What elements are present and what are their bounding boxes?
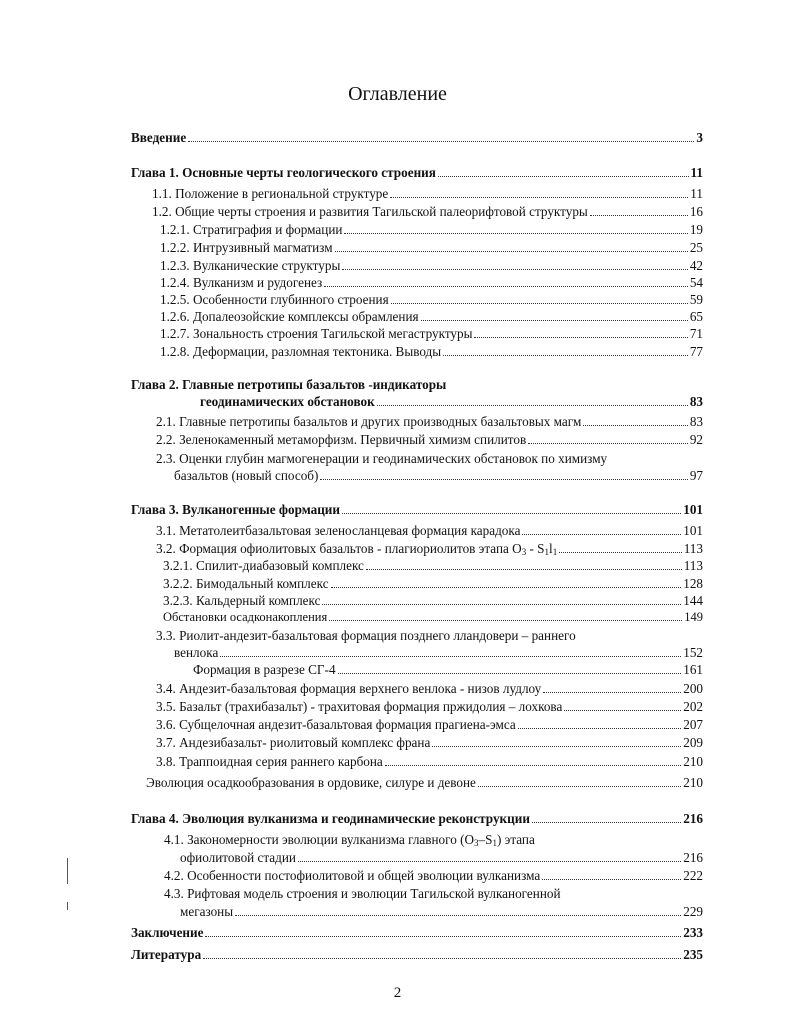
subscript: 1 xyxy=(492,838,497,848)
toc-entry-1-1[interactable] xyxy=(152,186,703,204)
toc-entry-3-1[interactable] xyxy=(156,523,703,541)
toc-entry-label: Эволюция осадкообразования в ордовике, силуре и девоне xyxy=(146,775,476,790)
toc-entry-page: 83 xyxy=(689,414,703,429)
dot-leader xyxy=(421,310,688,321)
dot-leader xyxy=(390,187,688,198)
scan-binding-mark xyxy=(67,902,68,910)
toc-entry-label: 3.6. Субщелочная андезит-базальтовая формация прагиена-эмса xyxy=(156,717,516,732)
toc-entry-label: 1.2.6. Допалеозойские комплексы обрамления xyxy=(160,309,419,324)
toc-entry-page: 92 xyxy=(689,432,703,447)
toc-entry-label: базальтов (новый способ) xyxy=(174,468,319,483)
dot-leader xyxy=(324,276,688,287)
toc-entry-1-2-2[interactable] xyxy=(160,240,703,258)
scan-binding-mark xyxy=(67,858,68,884)
toc-entry-page: 83 xyxy=(689,394,703,409)
toc-entry-label: Введение xyxy=(131,130,187,145)
toc-entry-label: Глава 4. Эволюция вулканизма и геодинамические реконструкции xyxy=(131,811,530,826)
toc-entry-page: 144 xyxy=(683,593,703,608)
toc-entry-label: венлока xyxy=(174,645,219,660)
toc-entry-label: Заключение xyxy=(131,925,204,940)
toc-entry-3-6[interactable] xyxy=(156,717,703,735)
toc-entry-page: 113 xyxy=(683,541,703,556)
toc-entry-page: 128 xyxy=(683,576,703,591)
subscript: 1 xyxy=(544,547,550,557)
toc-entry-sg4-formation[interactable] xyxy=(193,662,703,680)
toc-entry-sedimentation-settings[interactable] xyxy=(163,610,703,628)
toc-entry-1-2-4[interactable] xyxy=(160,275,703,293)
dot-leader xyxy=(518,718,681,729)
dot-leader xyxy=(235,905,681,916)
toc-chapter-2-line-1: Глава 2. Главные петротипы базальтов -индикаторы xyxy=(131,377,447,392)
dot-leader xyxy=(543,682,681,693)
page-number: 2 xyxy=(393,985,402,1001)
toc-entry-page: 210 xyxy=(683,775,703,790)
toc-entry-page: 210 xyxy=(683,754,703,769)
toc-entry-label: Глава 3. Вулканогенные формации xyxy=(131,502,341,517)
toc-entry-page: 101 xyxy=(683,523,703,538)
toc-entry-3-3[interactable] xyxy=(174,645,703,663)
dot-leader xyxy=(377,395,688,406)
toc-entry-3-7[interactable] xyxy=(156,735,703,753)
dot-leader xyxy=(220,646,681,657)
toc-entry-3-4[interactable] xyxy=(156,681,703,699)
dot-leader xyxy=(474,327,687,338)
label-text: –S xyxy=(478,832,493,847)
toc-entry-label: 4.2. Особенности постофиолитовой и общей эволюции вулканизма xyxy=(164,868,541,883)
toc-entry-3-8[interactable] xyxy=(156,754,703,772)
toc-entry-intro[interactable] xyxy=(131,130,703,148)
dot-leader xyxy=(542,869,681,880)
toc-entry-page: 65 xyxy=(689,309,703,324)
toc-entry-label: 1.2.1. Стратиграфия и формации xyxy=(160,222,343,237)
toc-entry-page: 11 xyxy=(690,186,703,201)
toc-entry-label: 1.2. Общие черты строения и развития Тагильской палеорифтовой структуры xyxy=(152,204,588,219)
toc-entry-label: 3.8. Траппоидная серия раннего карбона xyxy=(156,754,383,769)
dot-leader xyxy=(335,241,688,252)
dot-leader xyxy=(532,812,681,823)
toc-entry-conclusion[interactable] xyxy=(131,925,703,943)
toc-entry-page: 11 xyxy=(690,165,703,180)
toc-entry-label: 3.2.1. Спилит-диабазовый комплекс xyxy=(163,558,364,573)
toc-entry-page: 97 xyxy=(689,468,703,483)
toc-entry-label: геодинамических обстановок xyxy=(200,394,375,409)
toc-entry-label: 1.2.8. Деформации, разломная тектоника. Выводы xyxy=(160,344,442,359)
dot-leader xyxy=(522,524,681,535)
dot-leader xyxy=(188,131,694,142)
toc-entry-1-2-1[interactable] xyxy=(160,222,703,240)
toc-entry-2-2[interactable] xyxy=(156,432,703,450)
toc-entry-page: 216 xyxy=(683,850,703,865)
dot-leader xyxy=(342,503,681,514)
dot-leader xyxy=(432,736,681,747)
toc-entry-page: 71 xyxy=(689,326,703,341)
dot-leader xyxy=(443,345,688,356)
dot-leader xyxy=(564,700,681,711)
toc-entry-label: 1.2.2. Интрузивный магматизм xyxy=(160,240,333,255)
toc-entry-3-3-line-1: 3.3. Риолит-андезит-базальтовая формация позднего лландовери – раннего xyxy=(156,628,576,643)
subscript: 1 xyxy=(552,547,558,557)
label-text: l xyxy=(549,541,553,556)
toc-entry-chapter-3[interactable] xyxy=(131,502,703,520)
toc-entry-label: 3.7. Андезибазальт- риолитовый комплекс франа xyxy=(156,735,431,750)
toc-entry-1-2[interactable] xyxy=(152,204,703,222)
toc-entry-chapter-4[interactable] xyxy=(131,811,703,829)
toc-entry-literature[interactable] xyxy=(131,947,703,965)
dot-leader xyxy=(385,755,681,766)
toc-entry-label: Формация в разрезе СГ-4 xyxy=(193,662,336,677)
toc-entry-1-2-7[interactable] xyxy=(160,326,703,344)
toc-entry-label: 3.1. Метатолеитбазальтовая зеленосланцевая формация карадока xyxy=(156,523,521,538)
toc-entry-1-2-5[interactable] xyxy=(160,292,703,310)
toc-entry-page: 149 xyxy=(684,610,703,624)
dot-leader xyxy=(583,415,687,426)
toc-entry-page: 77 xyxy=(689,344,703,359)
toc-entry-label: 2.1. Главные петротипы базальтов и других производных базальтовых магм xyxy=(156,414,582,429)
toc-entry-label: Обстановки осадконакопления xyxy=(163,610,328,624)
dot-leader xyxy=(205,926,681,937)
toc-entry-page: 3 xyxy=(696,130,703,145)
toc-entry-3-2-2[interactable] xyxy=(163,576,703,594)
toc-entry-4-1-line-1 xyxy=(164,832,535,848)
subscript: 3 xyxy=(521,547,527,557)
toc-entry-label: 3.2.2. Бимодальный комплекс xyxy=(163,576,329,591)
toc-entry-chapter-1[interactable] xyxy=(131,165,703,183)
toc-entry-label: мегазоны xyxy=(180,904,234,919)
toc-entry-page: 235 xyxy=(683,947,703,962)
toc-entry-page: 209 xyxy=(683,735,703,750)
dot-leader xyxy=(298,851,681,862)
toc-entry-page: 113 xyxy=(683,558,703,573)
toc-entry-1-2-3[interactable] xyxy=(160,258,703,276)
toc-entry-page: 207 xyxy=(683,717,703,732)
dot-leader xyxy=(329,610,682,621)
dot-leader xyxy=(342,259,688,270)
label-text: ) этапа xyxy=(496,832,535,847)
toc-entry-page: 59 xyxy=(689,292,703,307)
toc-entry-sediment-evolution[interactable] xyxy=(146,775,703,793)
toc-entry-label: Литература xyxy=(131,947,202,962)
toc-entry-label: 1.2.5. Особенности глубинного строения xyxy=(160,292,389,307)
toc-entry-label: 2.2. Зеленокаменный метаморфизм. Первичный химизм спилитов xyxy=(156,432,527,447)
toc-entry-page: 222 xyxy=(683,868,703,883)
dot-leader xyxy=(366,559,682,570)
toc-title: Оглавление xyxy=(348,83,447,105)
toc-entry-2-3[interactable] xyxy=(174,468,703,486)
dot-leader xyxy=(203,948,681,959)
dot-leader xyxy=(391,293,688,304)
toc-entry-label: 3.4. Андезит-базальтовая формация верхнего венлока - низов лудлоу xyxy=(156,681,542,696)
dot-leader xyxy=(438,166,689,177)
toc-entry-chapter-2[interactable] xyxy=(200,394,703,412)
toc-entry-label: офиолитовой стадии xyxy=(180,850,296,865)
toc-entry-label: 3.2.3. Кальдерный комплекс xyxy=(163,593,321,608)
toc-entry-3-5[interactable] xyxy=(156,699,703,717)
toc-entry-page: 54 xyxy=(689,275,703,290)
toc-entry-label: 1.2.4. Вулканизм и рудогенез xyxy=(160,275,323,290)
toc-entry-label: 1.2.7. Зональность строения Тагильской мегаструктуры xyxy=(160,326,473,341)
toc-entry-label xyxy=(156,541,557,557)
dot-leader xyxy=(559,542,682,553)
subscript: 3 xyxy=(474,838,479,848)
toc-entry-label: 3.5. Базальт (трахибазальт) - трахитовая формация пржидолия – лохкова xyxy=(156,699,563,714)
toc-entry-page: 19 xyxy=(689,222,703,237)
toc-entry-2-3-line-1: 2.3. Оценки глубин магмогенерации и геодинамических обстановок по химизму xyxy=(156,451,608,466)
toc-entry-3-2[interactable] xyxy=(156,541,703,559)
dot-leader xyxy=(344,223,687,234)
toc-entry-2-1[interactable] xyxy=(156,414,703,432)
toc-entry-label: 1.2.3. Вулканические структуры xyxy=(160,258,341,273)
label-text: 4.1. Закономерности эволюции вулканизма главного (O xyxy=(164,832,475,847)
dot-leader xyxy=(331,577,682,588)
toc-entry-page: 202 xyxy=(683,699,703,714)
toc-entry-4-2[interactable] xyxy=(164,868,703,886)
toc-entry-page: 42 xyxy=(689,258,703,273)
toc-entry-4-3[interactable] xyxy=(180,904,703,922)
toc-entry-page: 25 xyxy=(689,240,703,255)
toc-entry-page: 216 xyxy=(683,811,703,826)
toc-entry-page: 161 xyxy=(683,662,703,677)
toc-entry-label: 1.1. Положение в региональной структуре xyxy=(152,186,389,201)
dot-leader xyxy=(322,594,681,605)
toc-entry-page: 200 xyxy=(683,681,703,696)
dot-leader xyxy=(478,776,681,787)
dot-leader xyxy=(590,205,688,216)
toc-entry-4-3-line-1: 4.3. Рифтовая модель строения и эволюции Тагильской вулканогенной xyxy=(164,886,561,901)
label-text: 3.2. Формация офиолитовых базальтов - плагиориолитов этапа O xyxy=(156,541,522,556)
toc-entry-1-2-8[interactable] xyxy=(160,344,703,362)
toc-entry-page: 101 xyxy=(683,502,703,517)
toc-entry-3-2-1[interactable] xyxy=(163,558,703,576)
toc-entry-page: 16 xyxy=(689,204,703,219)
toc-entry-4-1[interactable] xyxy=(180,850,703,868)
dot-leader xyxy=(338,663,682,674)
toc-entry-page: 233 xyxy=(683,925,703,940)
toc-entry-page: 152 xyxy=(683,645,703,660)
dot-leader xyxy=(528,433,688,444)
dot-leader xyxy=(320,469,687,480)
toc-entry-1-2-6[interactable] xyxy=(160,309,703,327)
toc-entry-3-2-3[interactable] xyxy=(163,593,703,611)
toc-entry-page: 229 xyxy=(683,904,703,919)
toc-entry-label: Глава 1. Основные черты геологического строения xyxy=(131,165,436,180)
label-text: - S xyxy=(526,541,545,556)
